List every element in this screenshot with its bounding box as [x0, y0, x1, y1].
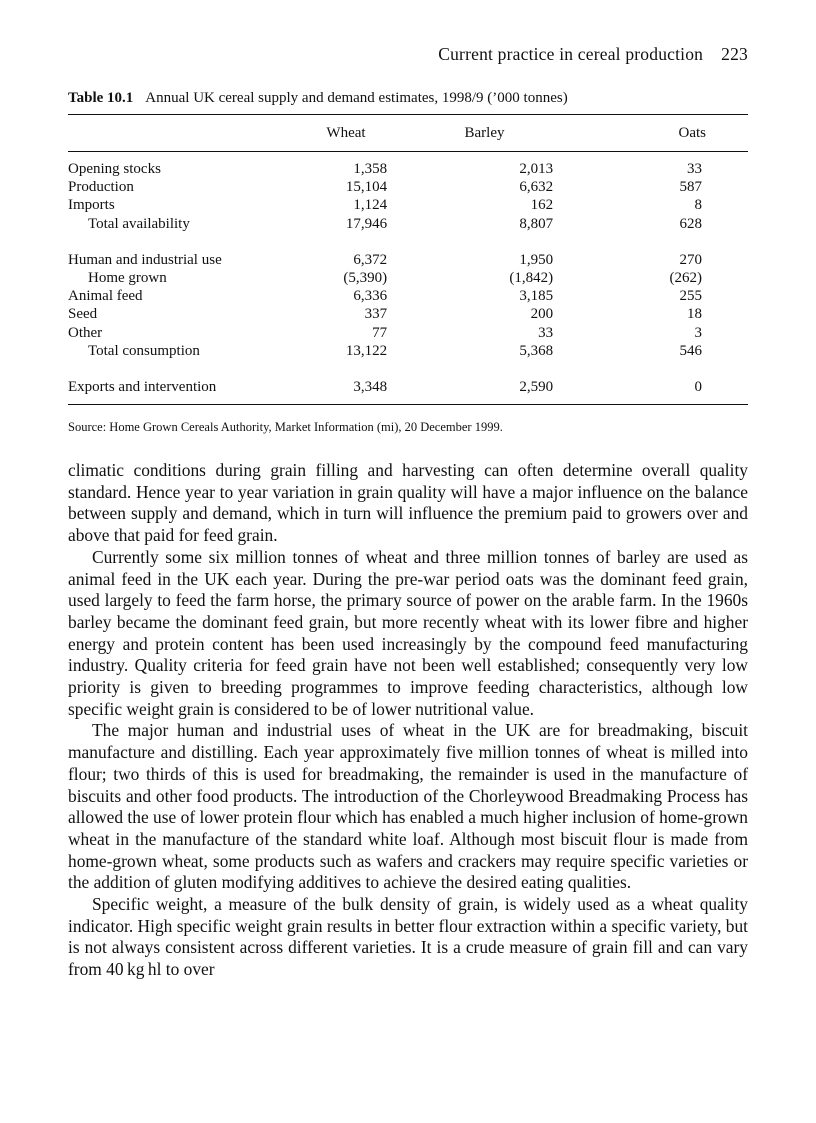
table-row: Total consumption 13,122 5,368 546	[88, 342, 702, 359]
body-text	[68, 460, 748, 981]
running-head	[438, 44, 748, 65]
table-row: Total availability 17,946 8,807 628	[88, 215, 702, 232]
table-caption	[68, 90, 568, 107]
table-row: Exports and intervention 3,348 2,590 0	[68, 379, 702, 396]
column-header-oats: Oats	[678, 125, 706, 141]
table-row: Production 15,104 6,632 587	[68, 179, 702, 196]
table-row: Opening stocks 1,358 2,013 33	[68, 161, 702, 177]
table-row: Human and industrial use 6,372 1,950 270	[68, 251, 702, 268]
table-row: Animal feed 6,336 3,185 255	[68, 288, 702, 305]
table-bottom-rule	[68, 404, 748, 405]
table-row: Other 77 33 3	[68, 324, 702, 341]
table-header-rule	[68, 151, 748, 152]
paragraph: Specific weight, a measure of the bulk density of grain, is widely used as a wheat quality indicator. High specific weight grain results in better flour extraction within a specific variety, but is not always consistent across different varieties. It is a crude measure of grain fill and can vary from 40 kg hl to over	[68, 894, 748, 980]
paragraph: Currently some six million tonnes of wheat and three million tonnes of barley are used as animal feed in the UK each year. During the pre-war period oats was the dominant feed grain, used largely to feed the farm horse, the primary source of power on the arable farm. In the 1960s barley became the dominant feed grain, but more recently wheat with its lower fibre and higher energy and protein content has been used increasingly by the compound feed manufacturing industry. Quality criteria for feed grain have not been well established; consequently very low priority is given to breeding programmes to improve feeding characteristics, although low specific weight grain is considered to be of lower nutritional value.	[68, 546, 748, 719]
table-row: Imports 1,124 162 8	[68, 197, 702, 214]
page-number: 223	[721, 44, 748, 64]
table-caption-text: Annual UK cereal supply and demand estimates, 1998/9 (’000 tonnes)	[145, 90, 568, 106]
paragraph: The major human and industrial uses of wheat in the UK are for breadmaking, biscuit manufacture and distilling. Each year approximately five million tonnes of wheat is milled into flour; two thirds of this is used for breadmaking, the remainder is used in the manufacture of biscuits and other food products. The introduction of the Chorleywood Breadmaking Process has allowed the use of lower protein flour which has enabled a much higher inclusion of home-grown wheat in the manufacture of the standard white loaf. Although most biscuit flour is made from home-grown wheat, some products such as wafers and crackers may require specific varieties or the addition of gluten modifying additives to achieve the desired eating qualities.	[68, 720, 748, 893]
running-head-title: Current practice in cereal production	[438, 44, 704, 64]
table-row: Seed 337 200 18	[68, 306, 702, 323]
table-label: Table 10.1	[68, 90, 134, 106]
paragraph: climatic conditions during grain filling and harvesting can often determine overall quality standard. Hence year to year variation in grain quality will have a major influence on the balance between supply and demand, which in turn will influence the premium paid to growers over and above that paid for feed grain.	[68, 460, 748, 546]
column-header-barley: Barley	[464, 125, 505, 141]
table-body	[68, 160, 748, 396]
table-header-row	[68, 115, 748, 151]
supply-demand-table	[68, 114, 748, 405]
table-row: Home grown (5,390) (1,842) (262)	[88, 270, 702, 287]
table-source-note: Source: Home Grown Cereals Authority, Market Information (mi), 20 December 1999.	[68, 420, 503, 434]
column-header-wheat: Wheat	[326, 125, 366, 141]
